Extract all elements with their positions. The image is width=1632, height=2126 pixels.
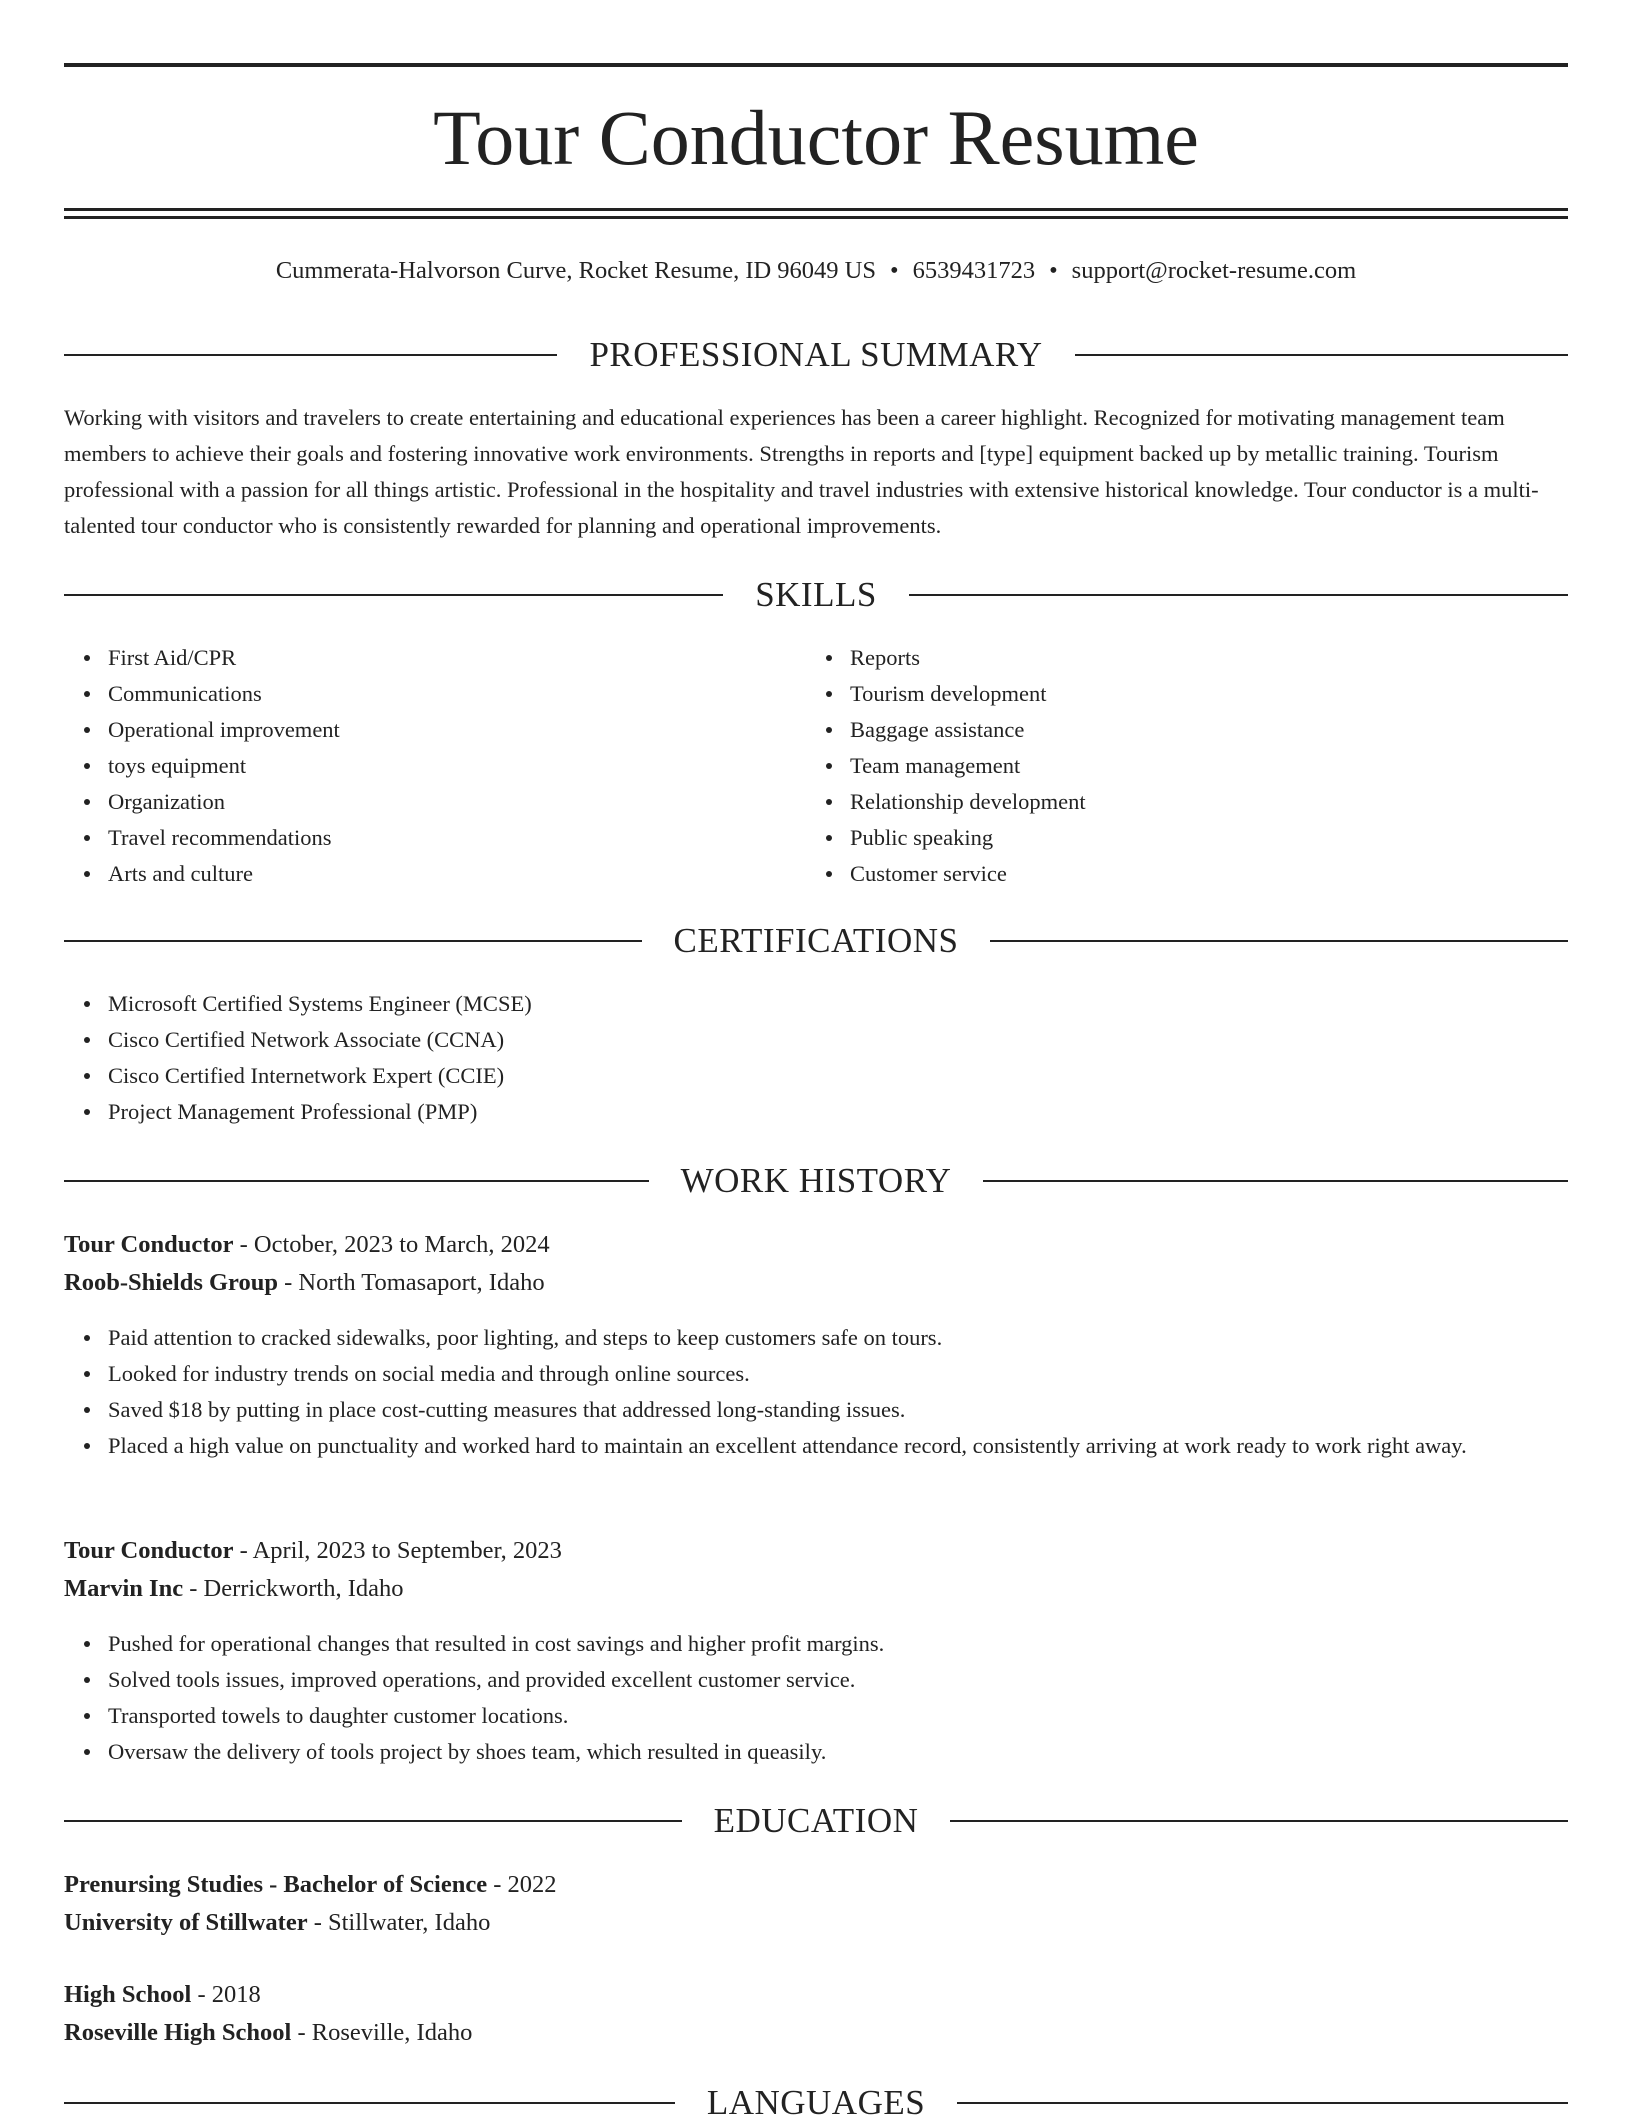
list-item: Looked for industry trends on social media and through online sources. bbox=[108, 1356, 1568, 1392]
list-item: Travel recommendations bbox=[108, 820, 808, 856]
contact-line bbox=[64, 254, 1568, 288]
summary-text: Working with visitors and travelers to create entertaining and educational experiences has been a career highlight. Recognized for motivating management team members to achieve their goals and fostering innovative work environments. Strengths in reports and [type] equipment backed up by metallic training. Tourism professional with a passion for all things artistic. Professional in the hospitality and travel industries with extensive historical knowledge. Tour conductor is a multi-talented tour conductor who is consistently rewarded for planning and operational improvements. bbox=[64, 405, 1539, 538]
section-header-languages bbox=[64, 2080, 1568, 2126]
list-item: First Aid/CPR bbox=[108, 640, 808, 676]
divider-line bbox=[64, 1180, 649, 1182]
contact-phone: 6539431723 bbox=[912, 257, 1036, 284]
list-item: Communications bbox=[108, 676, 808, 712]
divider-line bbox=[64, 2102, 675, 2104]
list-item: Paid attention to cracked sidewalks, poor lighting, and steps to keep customers safe on tours. bbox=[108, 1320, 1568, 1356]
section-title: SKILLS bbox=[755, 575, 877, 614]
divider-line bbox=[64, 1820, 682, 1822]
education-year: - 2018 bbox=[197, 1981, 261, 2008]
section-title: CERTIFICATIONS bbox=[673, 921, 959, 960]
job-company-line bbox=[64, 1264, 545, 1302]
education-year: - 2022 bbox=[493, 1871, 557, 1898]
job-title: Tour Conductor bbox=[64, 1231, 234, 1258]
education-school-line bbox=[64, 2014, 472, 2052]
job-title-line bbox=[64, 1226, 550, 1264]
divider-line bbox=[64, 354, 557, 356]
job-bullets bbox=[64, 1320, 1568, 1464]
education-school: University of Stillwater bbox=[64, 1909, 308, 1936]
education-degree: High School bbox=[64, 1981, 192, 2008]
divider-line bbox=[64, 594, 723, 596]
job-dates: - April, 2023 to September, 2023 bbox=[239, 1537, 562, 1564]
list-item: Relationship development bbox=[850, 784, 1550, 820]
list-item: Solved tools issues, improved operations, and provided excellent customer service. bbox=[108, 1662, 1568, 1698]
list-item: Operational improvement bbox=[108, 712, 808, 748]
list-item: Arts and culture bbox=[108, 856, 808, 892]
section-header-summary bbox=[64, 332, 1568, 378]
certifications-list bbox=[64, 986, 1568, 1130]
list-item: Baggage assistance bbox=[850, 712, 1550, 748]
list-item: Team management bbox=[850, 748, 1550, 784]
list-item: Project Management Professional (PMP) bbox=[108, 1094, 1568, 1130]
section-title: WORK HISTORY bbox=[680, 1161, 952, 1200]
education-degree-line bbox=[64, 1866, 557, 1904]
divider-line bbox=[64, 940, 642, 942]
job-company: Marvin Inc bbox=[64, 1575, 184, 1602]
resume-title: Tour Conductor Resume bbox=[433, 94, 1199, 181]
section-title: LANGUAGES bbox=[706, 2083, 926, 2122]
education-location: - Roseville, Idaho bbox=[297, 2019, 473, 2046]
list-item: Oversaw the delivery of tools project by shoes team, which resulted in queasily. bbox=[108, 1734, 1568, 1770]
job-location: - North Tomasaport, Idaho bbox=[284, 1269, 545, 1296]
list-item: Customer service bbox=[850, 856, 1550, 892]
list-item: toys equipment bbox=[108, 748, 808, 784]
contact-separator: • bbox=[1049, 257, 1058, 284]
top-rule bbox=[64, 63, 1568, 67]
list-item: Cisco Certified Internetwork Expert (CCIE) bbox=[108, 1058, 1568, 1094]
contact-address: Cummerata-Halvorson Curve, Rocket Resume, ID 96049 US bbox=[275, 257, 876, 284]
list-item: Transported towels to daughter customer locations. bbox=[108, 1698, 1568, 1734]
list-item: Placed a high value on punctuality and worked hard to maintain an excellent attendance record, consistently arriving at work ready to work right away. bbox=[108, 1428, 1568, 1464]
divider-line bbox=[950, 1820, 1568, 1822]
job-company: Roob-Shields Group bbox=[64, 1269, 278, 1296]
job-title: Tour Conductor bbox=[64, 1537, 234, 1564]
education-location: - Stillwater, Idaho bbox=[313, 1909, 491, 1936]
divider-line bbox=[990, 940, 1568, 942]
list-item: Saved $18 by putting in place cost-cutting measures that addressed long-standing issues. bbox=[108, 1392, 1568, 1428]
divider-line bbox=[909, 594, 1568, 596]
list-item: Public speaking bbox=[850, 820, 1550, 856]
divider-line bbox=[1075, 354, 1568, 356]
divider-line bbox=[983, 1180, 1568, 1182]
section-header-skills bbox=[64, 572, 1568, 618]
job-company-line bbox=[64, 1570, 404, 1608]
job-bullets bbox=[64, 1626, 1568, 1770]
skills-list-left bbox=[64, 640, 808, 892]
section-header-work-history bbox=[64, 1158, 1568, 1204]
job-location: - Derrickworth, Idaho bbox=[189, 1575, 404, 1602]
section-title: PROFESSIONAL SUMMARY bbox=[589, 335, 1043, 374]
title-double-rule bbox=[64, 208, 1568, 219]
contact-email: support@rocket-resume.com bbox=[1071, 257, 1357, 284]
list-item: Microsoft Certified Systems Engineer (MCSE) bbox=[108, 986, 1568, 1022]
section-header-certifications bbox=[64, 918, 1568, 964]
skills-list-right bbox=[806, 640, 1550, 892]
education-school: Roseville High School bbox=[64, 2019, 292, 2046]
education-degree-line bbox=[64, 1976, 261, 2014]
education-school-line bbox=[64, 1904, 490, 1942]
job-dates: - October, 2023 to March, 2024 bbox=[239, 1231, 550, 1258]
list-item: Pushed for operational changes that resulted in cost savings and higher profit margins. bbox=[108, 1626, 1568, 1662]
contact-separator: • bbox=[890, 257, 899, 284]
list-item: Organization bbox=[108, 784, 808, 820]
list-item: Reports bbox=[850, 640, 1550, 676]
education-degree: Prenursing Studies - Bachelor of Science bbox=[64, 1871, 488, 1898]
job-title-line bbox=[64, 1532, 562, 1570]
list-item: Cisco Certified Network Associate (CCNA) bbox=[108, 1022, 1568, 1058]
list-item: Tourism development bbox=[850, 676, 1550, 712]
section-title: EDUCATION bbox=[713, 1801, 919, 1840]
divider-line bbox=[957, 2102, 1568, 2104]
section-header-education bbox=[64, 1798, 1568, 1844]
